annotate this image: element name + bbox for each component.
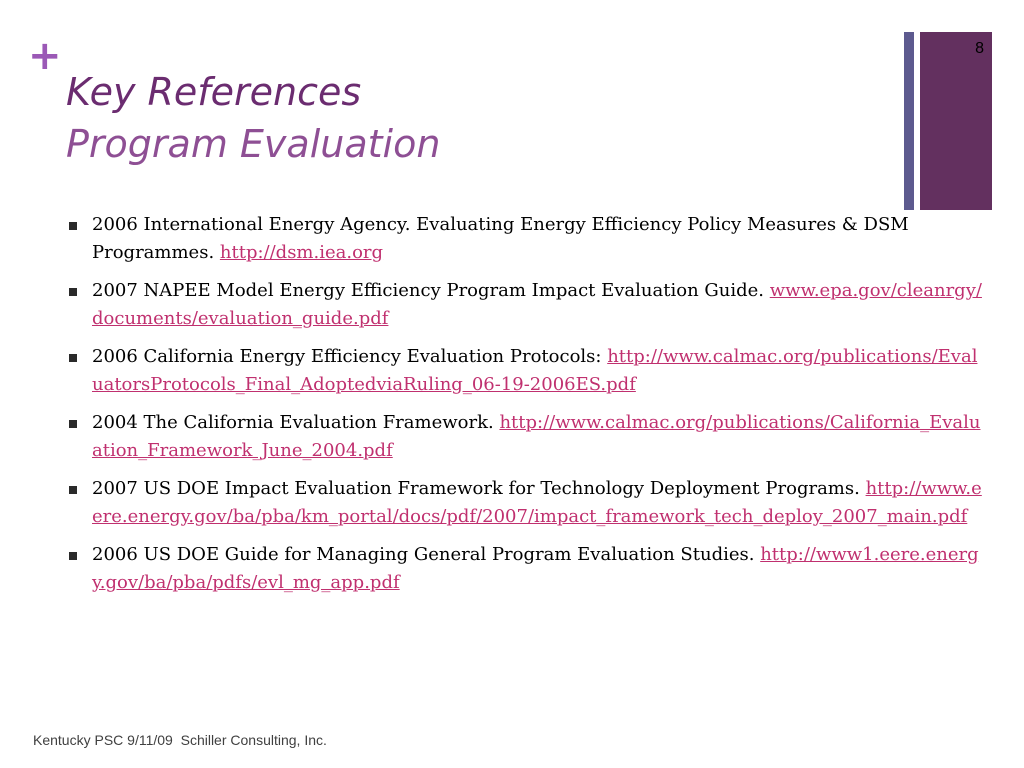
reference-item (66, 409, 986, 465)
bullet-square-icon (69, 420, 77, 428)
reference-text: 2006 US DOE Guide for Managing General Program Evaluation Studies. (92, 544, 761, 565)
reference-link[interactable]: http://www.eere.energy.gov/ba/pba/km_portal/docs/pdf/2007/impact_framework_tech_deploy_2007_main.pdf (92, 478, 982, 527)
reference-link[interactable]: http://www.calmac.org/publications/EvaluatorsProtocols_Final_AdoptedviaRuling_06-19-2006ES.pdf (92, 346, 978, 395)
reference-text: 2007 US DOE Impact Evaluation Framework for Technology Deployment Programs. (92, 478, 866, 499)
references-list (66, 211, 986, 607)
slide-number: 8 (975, 40, 984, 57)
reference-text: 2007 NAPEE Model Energy Efficiency Program Impact Evaluation Guide. (92, 280, 770, 301)
reference-link[interactable]: http://dsm.iea.org (219, 242, 384, 263)
decorative-bar-thin (904, 32, 914, 210)
reference-text: 2006 International Energy Agency. Evaluating Energy Efficiency Policy Measures & DSM Programmes. (92, 214, 909, 263)
decorative-bar-thick (920, 32, 992, 210)
title-main: Key References (66, 70, 362, 114)
reference-item (66, 343, 986, 399)
bullet-square-icon (69, 552, 77, 560)
reference-item (66, 277, 986, 333)
reference-text: 2004 The California Evaluation Framework. (92, 412, 500, 433)
reference-item (66, 211, 986, 267)
bullet-square-icon (69, 354, 77, 362)
reference-link[interactable]: www.epa.gov/cleanrgy/documents/evaluation_guide.pdf (92, 280, 982, 329)
bullet-square-icon (69, 288, 77, 296)
reference-text: 2006 California Energy Efficiency Evaluation Protocols: (92, 346, 608, 367)
slide-title (66, 66, 846, 170)
title-subtitle: Program Evaluation (66, 122, 441, 166)
bullet-square-icon (69, 222, 77, 230)
bullet-square-icon (69, 486, 77, 494)
plus-icon: + (28, 33, 62, 79)
reference-link[interactable]: http://www.calmac.org/publications/California_Evaluation_Framework_June_2004.pdf (92, 412, 981, 461)
footer: Kentucky PSC 9/11/09 Schiller Consulting, Inc. (33, 732, 327, 748)
reference-item (66, 541, 986, 597)
reference-link[interactable]: http://www1.eere.energy.gov/ba/pba/pdfs/evl_mg_app.pdf (92, 544, 979, 593)
reference-item (66, 475, 986, 531)
